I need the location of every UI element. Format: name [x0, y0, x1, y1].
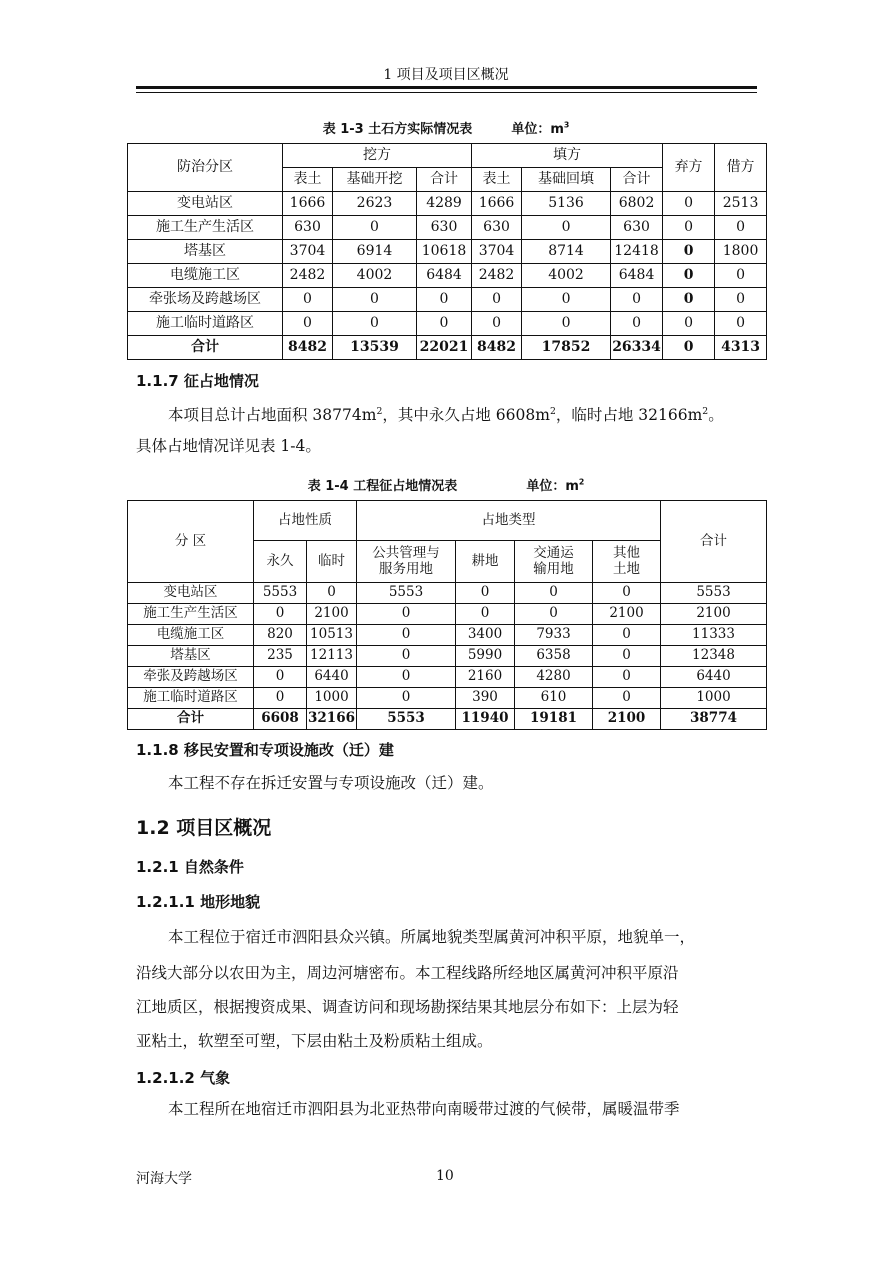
table-row	[128, 625, 767, 646]
table-cell: 6358	[515, 646, 593, 667]
table-cell: 0	[715, 216, 767, 240]
section-heading: 1.2.1.2 气象	[136, 1069, 231, 1087]
table-cell: 2100	[307, 604, 357, 625]
table-cell: 610	[515, 688, 593, 709]
header-farmland: 耕地	[456, 541, 515, 583]
table-cell: 11333	[661, 625, 767, 646]
table-cell: 8482	[283, 336, 333, 360]
table-cell: 4280	[515, 667, 593, 688]
table-cell: 13539	[333, 336, 417, 360]
header-total: 合计	[661, 501, 767, 583]
paragraph-line: 本工程位于宿迁市泗阳县众兴镇。所属地貌类型属黄河冲积平原，地貌单一，	[168, 928, 696, 946]
paragraph-line: 本工程所在地宿迁市泗阳县为北亚热带向南暖带过渡的气候带，属暖温带季	[168, 1100, 680, 1118]
table-cell: 0	[515, 583, 593, 604]
table-cell: 0	[357, 604, 456, 625]
table-cell: 12113	[307, 646, 357, 667]
table-cell: 0	[715, 312, 767, 336]
table-row	[128, 288, 767, 312]
table-cell: 390	[456, 688, 515, 709]
table-cell: 3400	[456, 625, 515, 646]
table-cell: 电缆施工区	[128, 264, 283, 288]
header-temporary: 临时	[307, 541, 357, 583]
table-cell: 0	[456, 583, 515, 604]
table-cell: 0	[715, 264, 767, 288]
header-borrow: 借方	[715, 144, 767, 192]
table-cell: 2513	[715, 192, 767, 216]
table-cell: 变电站区	[128, 583, 254, 604]
table-cell: 0	[417, 288, 472, 312]
table-cell: 0	[663, 216, 715, 240]
section-heading: 1.2.1 自然条件	[136, 858, 244, 876]
table-cell: 0	[663, 192, 715, 216]
table-cell: 5136	[522, 192, 611, 216]
table-cell: 5553	[254, 583, 307, 604]
table-cell: 0	[715, 288, 767, 312]
header-type: 占地类型	[357, 501, 661, 541]
table-cell: 3704	[472, 240, 522, 264]
table-row	[128, 646, 767, 667]
table-cell: 2482	[472, 264, 522, 288]
table-cell: 0	[593, 583, 661, 604]
table14-unit: 单位：$m^2$	[526, 477, 585, 494]
header-fill: 填方	[472, 144, 663, 168]
table-cell: 0	[522, 288, 611, 312]
table-cell: 塔基区	[128, 240, 283, 264]
table-cell: 5553	[357, 583, 456, 604]
table-cell: 26334	[611, 336, 663, 360]
header-sub: 表土	[283, 168, 333, 192]
table-row	[128, 583, 767, 604]
table-cell: 630	[283, 216, 333, 240]
page-number: 10	[436, 1168, 454, 1184]
table-cell: 0	[254, 604, 307, 625]
header-sub: 表土	[472, 168, 522, 192]
table-cell: 0	[283, 288, 333, 312]
table-cell: 6440	[307, 667, 357, 688]
table-cell: 2160	[456, 667, 515, 688]
header-public-land: 公共管理与 服务用地	[357, 541, 456, 583]
header-sub: 基础开挖	[333, 168, 417, 192]
table-cell: 0	[456, 604, 515, 625]
table-cell: 5553	[661, 583, 767, 604]
paragraph-line: 亚粘土，软塑至可塑，下层由粘土及粉质粘土组成。	[136, 1032, 493, 1050]
table-cell: 0	[472, 312, 522, 336]
table-cell: 1666	[472, 192, 522, 216]
table-cell: 820	[254, 625, 307, 646]
table-cell: 6484	[417, 264, 472, 288]
table-cell: 2100	[661, 604, 767, 625]
table-cell: 5990	[456, 646, 515, 667]
table-cell: 塔基区	[128, 646, 254, 667]
table-cell: 3704	[283, 240, 333, 264]
table-cell: 0	[593, 667, 661, 688]
table-cell: 0	[472, 288, 522, 312]
table-cell: 19181	[515, 709, 593, 730]
table-cell: 施工临时道路区	[128, 688, 254, 709]
table-cell: 0	[333, 216, 417, 240]
table-cell: 32166	[307, 709, 357, 730]
table-cell: 施工生产生活区	[128, 604, 254, 625]
earthwork-table	[127, 143, 767, 360]
table-cell: 0	[663, 264, 715, 288]
table-cell: 8714	[522, 240, 611, 264]
table-cell: 4002	[333, 264, 417, 288]
table13-caption-title: 表 1-3 土石方实际情况表	[322, 122, 473, 137]
table-cell: 2100	[593, 604, 661, 625]
header-traffic-land: 交通运 输用地	[515, 541, 593, 583]
paragraph-line: 江地质区，根据搜资成果、调查访问和现场勘探结果其地层分布如下：上层为轻	[136, 998, 679, 1016]
paragraph-line: 具体占地情况详见表 1-4。	[136, 437, 321, 455]
table-cell: 7933	[515, 625, 593, 646]
header-zone: 防治分区	[128, 144, 283, 192]
table-cell: 10513	[307, 625, 357, 646]
paragraph: 本项目总计占地面积 $38774m^2$，其中永久占地 $6608m^2$，临时占地 $32166m^2$。	[168, 406, 724, 425]
table-cell: 12348	[661, 646, 767, 667]
table-cell: 0	[663, 240, 715, 264]
table-cell: 0	[663, 288, 715, 312]
table-cell: 0	[357, 667, 456, 688]
table-cell: 0	[357, 646, 456, 667]
header-sub: 基础回填	[522, 168, 611, 192]
table-cell: 5553	[357, 709, 456, 730]
table-cell: 6914	[333, 240, 417, 264]
table-cell: 8482	[472, 336, 522, 360]
table-cell: 12418	[611, 240, 663, 264]
table-cell: 6802	[611, 192, 663, 216]
table-cell: 施工临时道路区	[128, 312, 283, 336]
table-cell: 630	[611, 216, 663, 240]
table-cell: 0	[515, 604, 593, 625]
table-cell: 合计	[128, 709, 254, 730]
table-cell: 630	[417, 216, 472, 240]
header-zone: 分 区	[128, 501, 254, 583]
table-cell: 0	[307, 583, 357, 604]
table-cell: 2623	[333, 192, 417, 216]
table-cell: 235	[254, 646, 307, 667]
table-cell: 合计	[128, 336, 283, 360]
table-cell: 0	[333, 312, 417, 336]
header-permanent: 永久	[254, 541, 307, 583]
table13-caption	[0, 118, 892, 137]
table-cell: 0	[611, 288, 663, 312]
table-cell: 6484	[611, 264, 663, 288]
paragraph: 本工程不存在拆迁安置与专项设施改（迁）建。	[168, 774, 494, 792]
table13-unit: 单位：$m^3$	[511, 120, 570, 137]
table-cell: 0	[663, 312, 715, 336]
section-heading: 1.1.8 移民安置和专项设施改（迁）建	[136, 741, 394, 759]
table-cell: 0	[254, 667, 307, 688]
table-cell: 0	[333, 288, 417, 312]
table-cell: 0	[417, 312, 472, 336]
table-cell: 0	[254, 688, 307, 709]
header-nature: 占地性质	[254, 501, 357, 541]
table-cell: 6440	[661, 667, 767, 688]
table-cell: 4289	[417, 192, 472, 216]
section-heading: 1.2.1.1 地形地貌	[136, 893, 261, 911]
table-cell: 变电站区	[128, 192, 283, 216]
table-cell: 2100	[593, 709, 661, 730]
table-cell: 1666	[283, 192, 333, 216]
table-cell: 牵张场及跨越场区	[128, 288, 283, 312]
header-discard: 弃方	[663, 144, 715, 192]
table-cell: 0	[593, 688, 661, 709]
paragraph-line: 沿线大部分以农田为主，周边河塘密布。本工程线路所经地区属黄河冲积平原沿	[136, 964, 679, 982]
table-total-row	[128, 709, 767, 730]
section-heading: 1.1.7 征占地情况	[136, 372, 259, 390]
table-cell: 施工生产生活区	[128, 216, 283, 240]
table-row	[128, 240, 767, 264]
table-cell: 0	[522, 216, 611, 240]
running-header: 1 项目及项目区概况	[383, 67, 509, 83]
table-cell: 4313	[715, 336, 767, 360]
table-cell: 0	[357, 688, 456, 709]
table-cell: 6608	[254, 709, 307, 730]
header-rule-thin	[136, 92, 757, 93]
table14-caption-title: 表 1-4 工程征占地情况表	[307, 479, 458, 494]
table-total-row	[128, 336, 767, 360]
header-rule-thick	[136, 86, 757, 89]
table-row	[128, 604, 767, 625]
table-cell: 0	[663, 336, 715, 360]
table-cell: 38774	[661, 709, 767, 730]
table-cell: 1000	[661, 688, 767, 709]
table-cell: 0	[283, 312, 333, 336]
table-cell: 0	[522, 312, 611, 336]
header-excavation: 挖方	[283, 144, 472, 168]
land-occupation-table	[127, 500, 767, 730]
table-cell: 0	[611, 312, 663, 336]
header-sub: 合计	[417, 168, 472, 192]
table-row	[128, 312, 767, 336]
table-cell: 630	[472, 216, 522, 240]
table-row	[128, 216, 767, 240]
table-row	[128, 688, 767, 709]
header-other-land: 其他 土地	[593, 541, 661, 583]
table-cell: 4002	[522, 264, 611, 288]
table-cell: 0	[357, 625, 456, 646]
footer-organization: 河海大学	[136, 1171, 192, 1187]
table-cell: 1000	[307, 688, 357, 709]
table-cell: 1800	[715, 240, 767, 264]
table14-caption	[0, 475, 892, 494]
table-row	[128, 667, 767, 688]
chapter-heading: 1.2 项目区概况	[136, 817, 272, 839]
table-row	[128, 192, 767, 216]
table-cell: 22021	[417, 336, 472, 360]
header-sub: 合计	[611, 168, 663, 192]
table-cell: 牵张及跨越场区	[128, 667, 254, 688]
table-cell: 10618	[417, 240, 472, 264]
table-cell: 0	[593, 625, 661, 646]
table-cell: 11940	[456, 709, 515, 730]
table-cell: 2482	[283, 264, 333, 288]
table-cell: 电缆施工区	[128, 625, 254, 646]
table-row	[128, 264, 767, 288]
table-cell: 17852	[522, 336, 611, 360]
table-cell: 0	[593, 646, 661, 667]
